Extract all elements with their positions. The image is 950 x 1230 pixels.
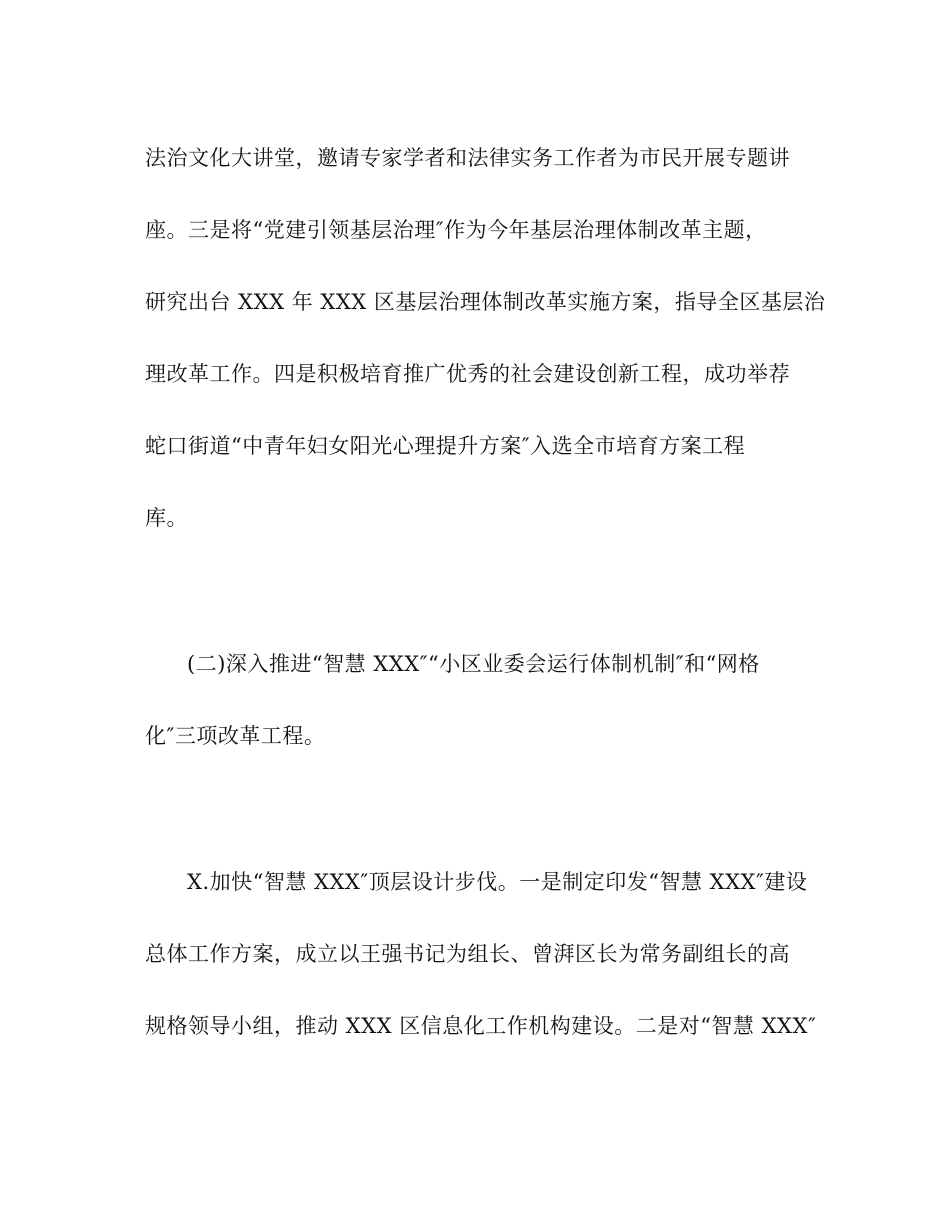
- body-text-line: 规格领导小组，推动 XXX 区信息化工作机构建设。二是对“智慧 XXX″: [145, 1014, 817, 1038]
- body-text-line: 研究出台 XXX 年 XXX 区基层治理体制改革实施方案，指导全区基层治: [145, 290, 826, 314]
- body-text-line: 座。三是将“党建引领基层治理″作为今年基层治理体制改革主题，: [145, 218, 767, 242]
- body-text-line: X.加快“智慧 XXX″顶层设计步伐。一是制定印发“智慧 XXX″建设: [187, 870, 808, 894]
- body-text-line: 总体工作方案，成立以王强书记为组长、曾湃区长为常务副组长的高: [145, 942, 790, 966]
- body-text-line: 理改革工作。四是积极培育推广优秀的社会建设创新工程，成功举荐: [145, 362, 790, 386]
- section-heading-line: 化″三项改革工程。: [145, 724, 326, 748]
- section-heading-line: (二)深入推进“智慧 XXX″“小区业委会运行体制机制″和“网格: [187, 652, 760, 676]
- body-text-line: 库。: [145, 506, 188, 530]
- body-text-line: 蛇口街道“中青年妇女阳光心理提升方案″入选全市培育方案工程: [145, 434, 746, 458]
- body-text-line: 法治文化大讲堂，邀请专家学者和法律实务工作者为市民开展专题讲: [145, 146, 790, 170]
